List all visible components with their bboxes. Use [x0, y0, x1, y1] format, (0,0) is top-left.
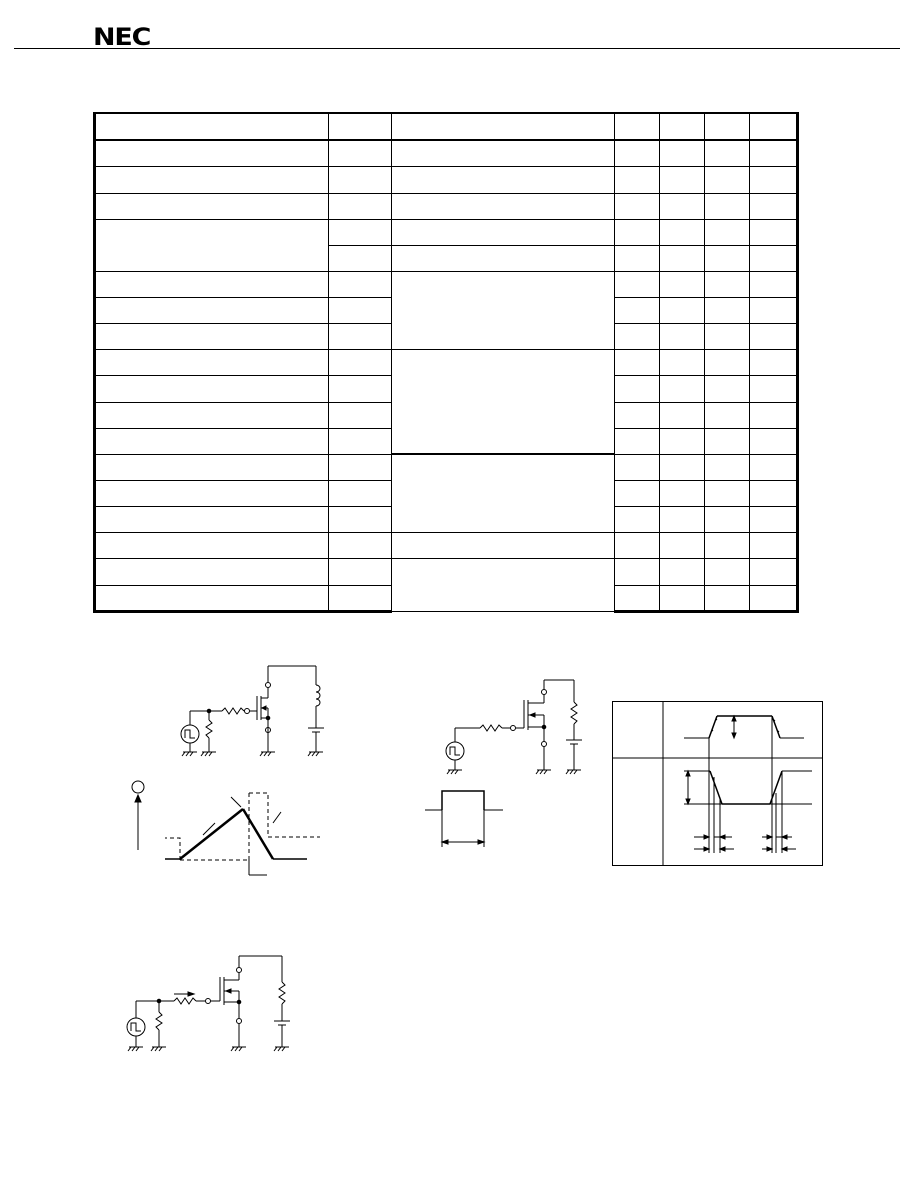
- table-cell: [392, 533, 615, 559]
- nec-logo: NEC: [93, 23, 151, 51]
- table-cell: [750, 350, 798, 376]
- table-cell: [615, 585, 660, 611]
- ground-hatch: [536, 770, 539, 774]
- arrow-head-icon: [767, 847, 772, 851]
- table-cell: [750, 585, 798, 611]
- table-cell: [95, 454, 329, 480]
- gate-resistor-icon: [480, 725, 502, 731]
- table-cell: [750, 507, 798, 533]
- table-cell: [660, 245, 705, 271]
- leader-line: [273, 812, 281, 823]
- header-conditions-cell: [392, 113, 615, 140]
- test-circuit-2-diagram: [440, 678, 590, 778]
- table-cell: [329, 245, 392, 271]
- table-cell: [95, 481, 329, 507]
- ground-hatch: [235, 1047, 238, 1051]
- table-cell: [329, 298, 392, 324]
- table-cell: [329, 559, 392, 585]
- conditions-group-cell: [392, 454, 615, 532]
- conditions-group-cell: [392, 350, 615, 455]
- table-cell: [705, 271, 750, 297]
- pulse-symbol-icon: [131, 1023, 141, 1031]
- table-cell: [329, 167, 392, 193]
- table-cell: [95, 585, 329, 611]
- arrow-head-icon: [782, 835, 787, 839]
- table-cell: [660, 402, 705, 428]
- drain-terminal-icon: [237, 968, 242, 973]
- table-cell: [705, 428, 750, 454]
- table-cell: [660, 271, 705, 297]
- ground-hatch: [312, 752, 315, 756]
- arrow-head-icon: [442, 840, 448, 844]
- table-cell: [750, 324, 798, 350]
- table-row: [95, 559, 798, 585]
- header-symbol-cell: [329, 113, 392, 140]
- table-cell: [705, 533, 750, 559]
- table-cell: [750, 219, 798, 245]
- waveform-frame: [613, 702, 823, 866]
- gate-terminal-icon: [511, 726, 516, 731]
- gate-terminal-icon: [245, 709, 250, 714]
- arrow-head-icon: [686, 799, 690, 804]
- ground-hatch: [155, 1047, 158, 1051]
- table-cell: [392, 219, 615, 245]
- table-cell: [705, 167, 750, 193]
- table-cell: [329, 428, 392, 454]
- conditions-group-cell: [392, 559, 615, 612]
- drain-terminal-icon: [542, 690, 547, 695]
- table-cell: [615, 350, 660, 376]
- arrow-head-icon: [188, 992, 194, 996]
- table-cell: [660, 376, 705, 402]
- table-cell: [705, 454, 750, 480]
- arrow-head-icon: [135, 795, 141, 802]
- table-cell: [750, 298, 798, 324]
- table-row: [95, 454, 798, 480]
- ground-hatch: [544, 770, 547, 774]
- resistor-icon: [206, 720, 212, 738]
- table-row: [95, 140, 798, 167]
- mosfet-arrow-icon: [530, 713, 535, 717]
- arrow-head-icon: [704, 847, 709, 851]
- table-cell: [329, 533, 392, 559]
- table-cell: [750, 140, 798, 167]
- table-cell: [615, 481, 660, 507]
- table-cell: [392, 140, 615, 167]
- table-cell: [705, 298, 750, 324]
- table-cell: [705, 245, 750, 271]
- table-cell: [392, 193, 615, 219]
- avalanche-waveform-diagram: [125, 775, 325, 880]
- table-cell: [95, 219, 329, 271]
- table-cell: [660, 350, 705, 376]
- table-cell: [615, 507, 660, 533]
- table-cell: [750, 193, 798, 219]
- table-cell: [95, 507, 329, 533]
- table-cell: [750, 533, 798, 559]
- arrow-head-icon: [478, 840, 484, 844]
- table-cell: [705, 559, 750, 585]
- test-circuit-3-diagram: [122, 950, 302, 1060]
- table-cell: [615, 376, 660, 402]
- leader-line: [231, 797, 241, 807]
- ground-hatch: [316, 752, 319, 756]
- ground-hatch: [274, 1047, 277, 1051]
- arrow-head-icon: [782, 847, 787, 851]
- table-cell: [329, 271, 392, 297]
- table-cell: [705, 140, 750, 167]
- ground-hatch: [540, 770, 543, 774]
- ground-hatch: [447, 770, 450, 774]
- source-terminal-icon: [542, 742, 547, 747]
- inductor-icon: [316, 685, 320, 706]
- resistor-icon: [156, 1012, 162, 1030]
- table-cell: [660, 324, 705, 350]
- table-cell: [329, 454, 392, 480]
- header-unit-cell: [750, 113, 798, 140]
- dashed-level-line: [165, 838, 180, 860]
- table-cell: [615, 140, 660, 167]
- ground-hatch: [205, 752, 208, 756]
- table-cell: [660, 167, 705, 193]
- dashed-pulse-line: [249, 793, 320, 837]
- header-characteristic-cell: [95, 113, 329, 140]
- table-cell: [615, 245, 660, 271]
- arrow-head-icon: [704, 835, 709, 839]
- gate-rise-edge: [709, 716, 717, 738]
- table-cell: [750, 428, 798, 454]
- table-cell: [660, 428, 705, 454]
- table-cell: [329, 324, 392, 350]
- table-cell: [750, 454, 798, 480]
- ground-hatch: [570, 770, 573, 774]
- mosfet-arrow-icon: [226, 989, 231, 993]
- test-circuit-1-diagram: [170, 660, 330, 765]
- pulse-symbol-icon: [450, 747, 460, 755]
- gate-resistor-icon: [174, 998, 196, 1004]
- table-cell: [615, 559, 660, 585]
- table-cell: [660, 219, 705, 245]
- arrow-head-icon: [732, 733, 736, 738]
- table-cell: [660, 454, 705, 480]
- table-cell: [705, 350, 750, 376]
- table-cell: [329, 219, 392, 245]
- table-cell: [95, 167, 329, 193]
- header-typ-cell: [660, 113, 705, 140]
- table-cell: [660, 140, 705, 167]
- arrow-head-icon: [686, 771, 690, 776]
- ground-hatch: [264, 752, 267, 756]
- table-cell: [705, 481, 750, 507]
- table-cell: [329, 350, 392, 376]
- ground-hatch: [308, 752, 311, 756]
- ground-hatch: [282, 1047, 285, 1051]
- ground-hatch: [268, 752, 271, 756]
- conditions-group-cell: [392, 271, 615, 349]
- table-row: [95, 350, 798, 376]
- ground-hatch: [186, 752, 189, 756]
- table-cell: [660, 507, 705, 533]
- ground-hatch: [231, 1047, 234, 1051]
- table-cell: [750, 402, 798, 428]
- table-row: [95, 193, 798, 219]
- table-cell: [95, 376, 329, 402]
- table-cell: [392, 245, 615, 271]
- table-cell: [750, 376, 798, 402]
- table-cell: [705, 219, 750, 245]
- table-cell: [95, 298, 329, 324]
- table-cell: [615, 533, 660, 559]
- table-cell: [660, 481, 705, 507]
- ground-hatch: [455, 770, 458, 774]
- table-cell: [329, 585, 392, 611]
- table-cell: [705, 324, 750, 350]
- table-cell: [660, 193, 705, 219]
- ground-hatch: [451, 770, 454, 774]
- table-cell: [660, 298, 705, 324]
- ground-hatch: [190, 752, 193, 756]
- ground-hatch: [260, 752, 263, 756]
- pulse-symbol-icon: [185, 730, 195, 738]
- table-cell: [660, 533, 705, 559]
- table-cell: [392, 167, 615, 193]
- table-cell: [95, 559, 329, 585]
- table-cell: [705, 507, 750, 533]
- table-cell: [615, 271, 660, 297]
- table-cell: [95, 350, 329, 376]
- load-resistor-icon: [279, 982, 285, 1004]
- table-cell: [750, 271, 798, 297]
- table-cell: [329, 481, 392, 507]
- gate-resistor-icon: [222, 708, 244, 714]
- table-cell: [705, 402, 750, 428]
- switching-waveforms-diagram: [612, 701, 823, 866]
- table-row: [95, 219, 798, 245]
- pulse-width-diagram: [423, 785, 505, 850]
- table-cell: [750, 559, 798, 585]
- table-cell: [95, 140, 329, 167]
- table-cell: [95, 324, 329, 350]
- table-cell: [95, 271, 329, 297]
- table-cell: [329, 507, 392, 533]
- table-cell: [750, 245, 798, 271]
- ground-hatch: [278, 1047, 281, 1051]
- ground-hatch: [201, 752, 204, 756]
- mosfet-arrow-icon: [262, 706, 266, 710]
- gate-terminal-icon: [206, 999, 211, 1004]
- table-cell: [705, 585, 750, 611]
- header-max-cell: [705, 113, 750, 140]
- table-cell: [705, 193, 750, 219]
- ground-hatch: [209, 752, 212, 756]
- load-resistor-icon: [571, 702, 577, 724]
- ground-hatch: [239, 1047, 242, 1051]
- table-cell: [615, 454, 660, 480]
- arrow-head-icon: [720, 835, 725, 839]
- table-cell: [615, 219, 660, 245]
- table-cell: [95, 533, 329, 559]
- table-cell: [329, 376, 392, 402]
- table-row: [95, 271, 798, 297]
- table-cell: [615, 324, 660, 350]
- ramp-up-line: [180, 809, 243, 859]
- ground-hatch: [159, 1047, 162, 1051]
- table-cell: [329, 402, 392, 428]
- ground-hatch: [574, 770, 577, 774]
- table-row: [95, 167, 798, 193]
- table-cell: [615, 167, 660, 193]
- junction-dot: [266, 716, 270, 720]
- table-row: [95, 533, 798, 559]
- table-cell: [615, 193, 660, 219]
- table-cell: [95, 193, 329, 219]
- table-cell: [615, 298, 660, 324]
- table-cell: [329, 140, 392, 167]
- table-cell: [329, 193, 392, 219]
- header-divider: [14, 48, 900, 49]
- ground-hatch: [132, 1047, 135, 1051]
- table-cell: [95, 402, 329, 428]
- ground-hatch: [136, 1047, 139, 1051]
- source-terminal-icon: [237, 1019, 242, 1024]
- table-header-row: [95, 113, 798, 140]
- pulse-shape: [442, 791, 484, 810]
- electrical-characteristics-table: [93, 112, 799, 613]
- table-cell: [660, 559, 705, 585]
- table-cell: [660, 585, 705, 611]
- waveform-label-circle: [132, 781, 144, 793]
- table-cell: [615, 428, 660, 454]
- header-min-cell: [615, 113, 660, 140]
- arrow-head-icon: [767, 835, 772, 839]
- arrow-head-icon: [720, 847, 725, 851]
- table-cell: [615, 402, 660, 428]
- drain-terminal-icon: [266, 683, 271, 688]
- ground-hatch: [182, 752, 185, 756]
- ground-hatch: [566, 770, 569, 774]
- table-cell: [95, 428, 329, 454]
- table-cell: [750, 167, 798, 193]
- table-cell: [750, 481, 798, 507]
- ground-hatch: [151, 1047, 154, 1051]
- table-cell: [705, 376, 750, 402]
- ground-hatch: [128, 1047, 131, 1051]
